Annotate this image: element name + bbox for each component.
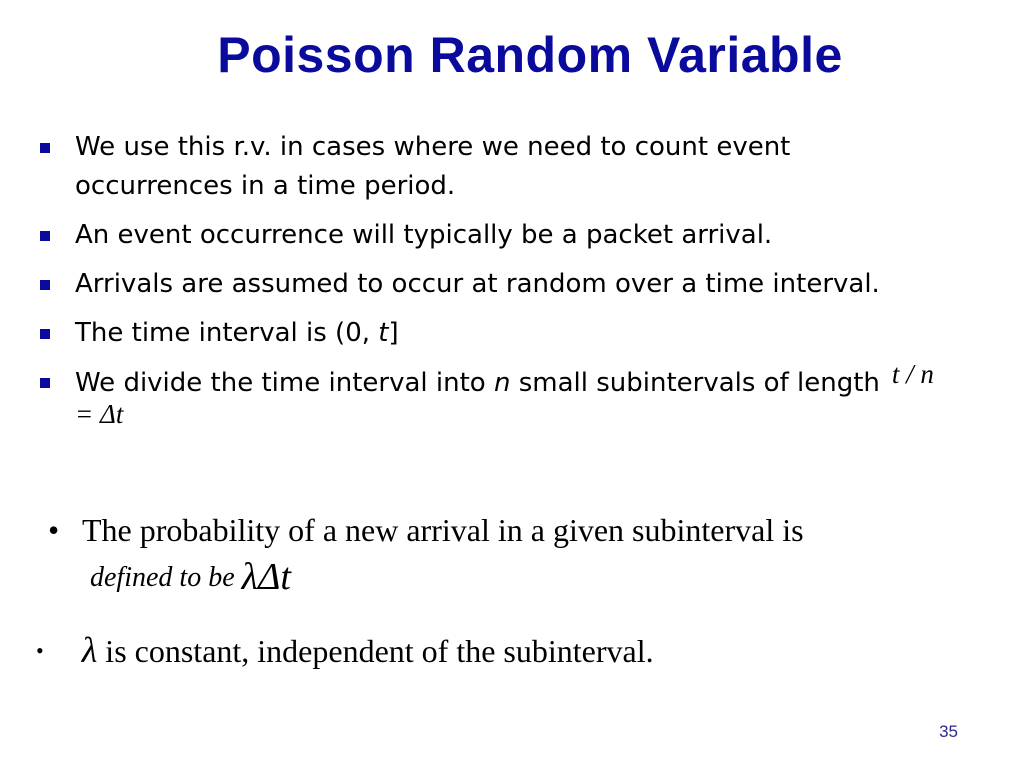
list-item xyxy=(38,359,938,443)
round-bullet-icon: • xyxy=(48,512,60,548)
list-item xyxy=(38,216,938,255)
bullet-text-line: The probability of a new arrival in a given subinterval is xyxy=(82,512,804,548)
bullet-text: defined to be xyxy=(90,562,242,593)
square-bullet-icon xyxy=(40,329,50,339)
bullet-list xyxy=(38,128,938,453)
bullet-text: We use this r.v. in cases where we need to count event occurrences in a time period. xyxy=(75,132,791,201)
math-variable-t: t xyxy=(378,318,389,348)
list-item xyxy=(38,128,938,206)
math-formula: λΔt xyxy=(241,556,291,598)
math-variable-n: n xyxy=(493,368,511,398)
math-symbol-lambda: λ xyxy=(81,630,98,670)
round-bullet-icon: • xyxy=(36,638,44,663)
page-number: 35 xyxy=(939,722,958,741)
bullet-text: Arrivals are assumed to occur at random over a time interval. xyxy=(75,269,880,299)
list-item xyxy=(38,314,938,353)
math-formula: t / n = Δt xyxy=(75,359,934,429)
square-bullet-icon xyxy=(40,378,50,388)
bullet-text: An event occurrence will typically be a packet arrival. xyxy=(75,220,773,250)
bullet-text-pre: The time interval is (0, xyxy=(75,318,379,348)
list-item xyxy=(38,265,938,304)
square-bullet-icon xyxy=(40,231,50,241)
square-bullet-icon xyxy=(40,280,50,290)
bullet-text-pre: We divide the time interval into xyxy=(75,368,494,398)
bullet-text-post: ] xyxy=(388,318,399,348)
slide-title: Poisson Random Variable xyxy=(217,27,843,83)
bullet-text: is constant, independent of the subinterval. xyxy=(97,633,654,669)
bullet-text-line-italic xyxy=(48,550,804,602)
round-bullet-item xyxy=(36,628,654,677)
bullet-text-post: small subintervals of length xyxy=(510,368,880,398)
round-bullet-item xyxy=(48,510,804,602)
square-bullet-icon xyxy=(40,143,50,153)
